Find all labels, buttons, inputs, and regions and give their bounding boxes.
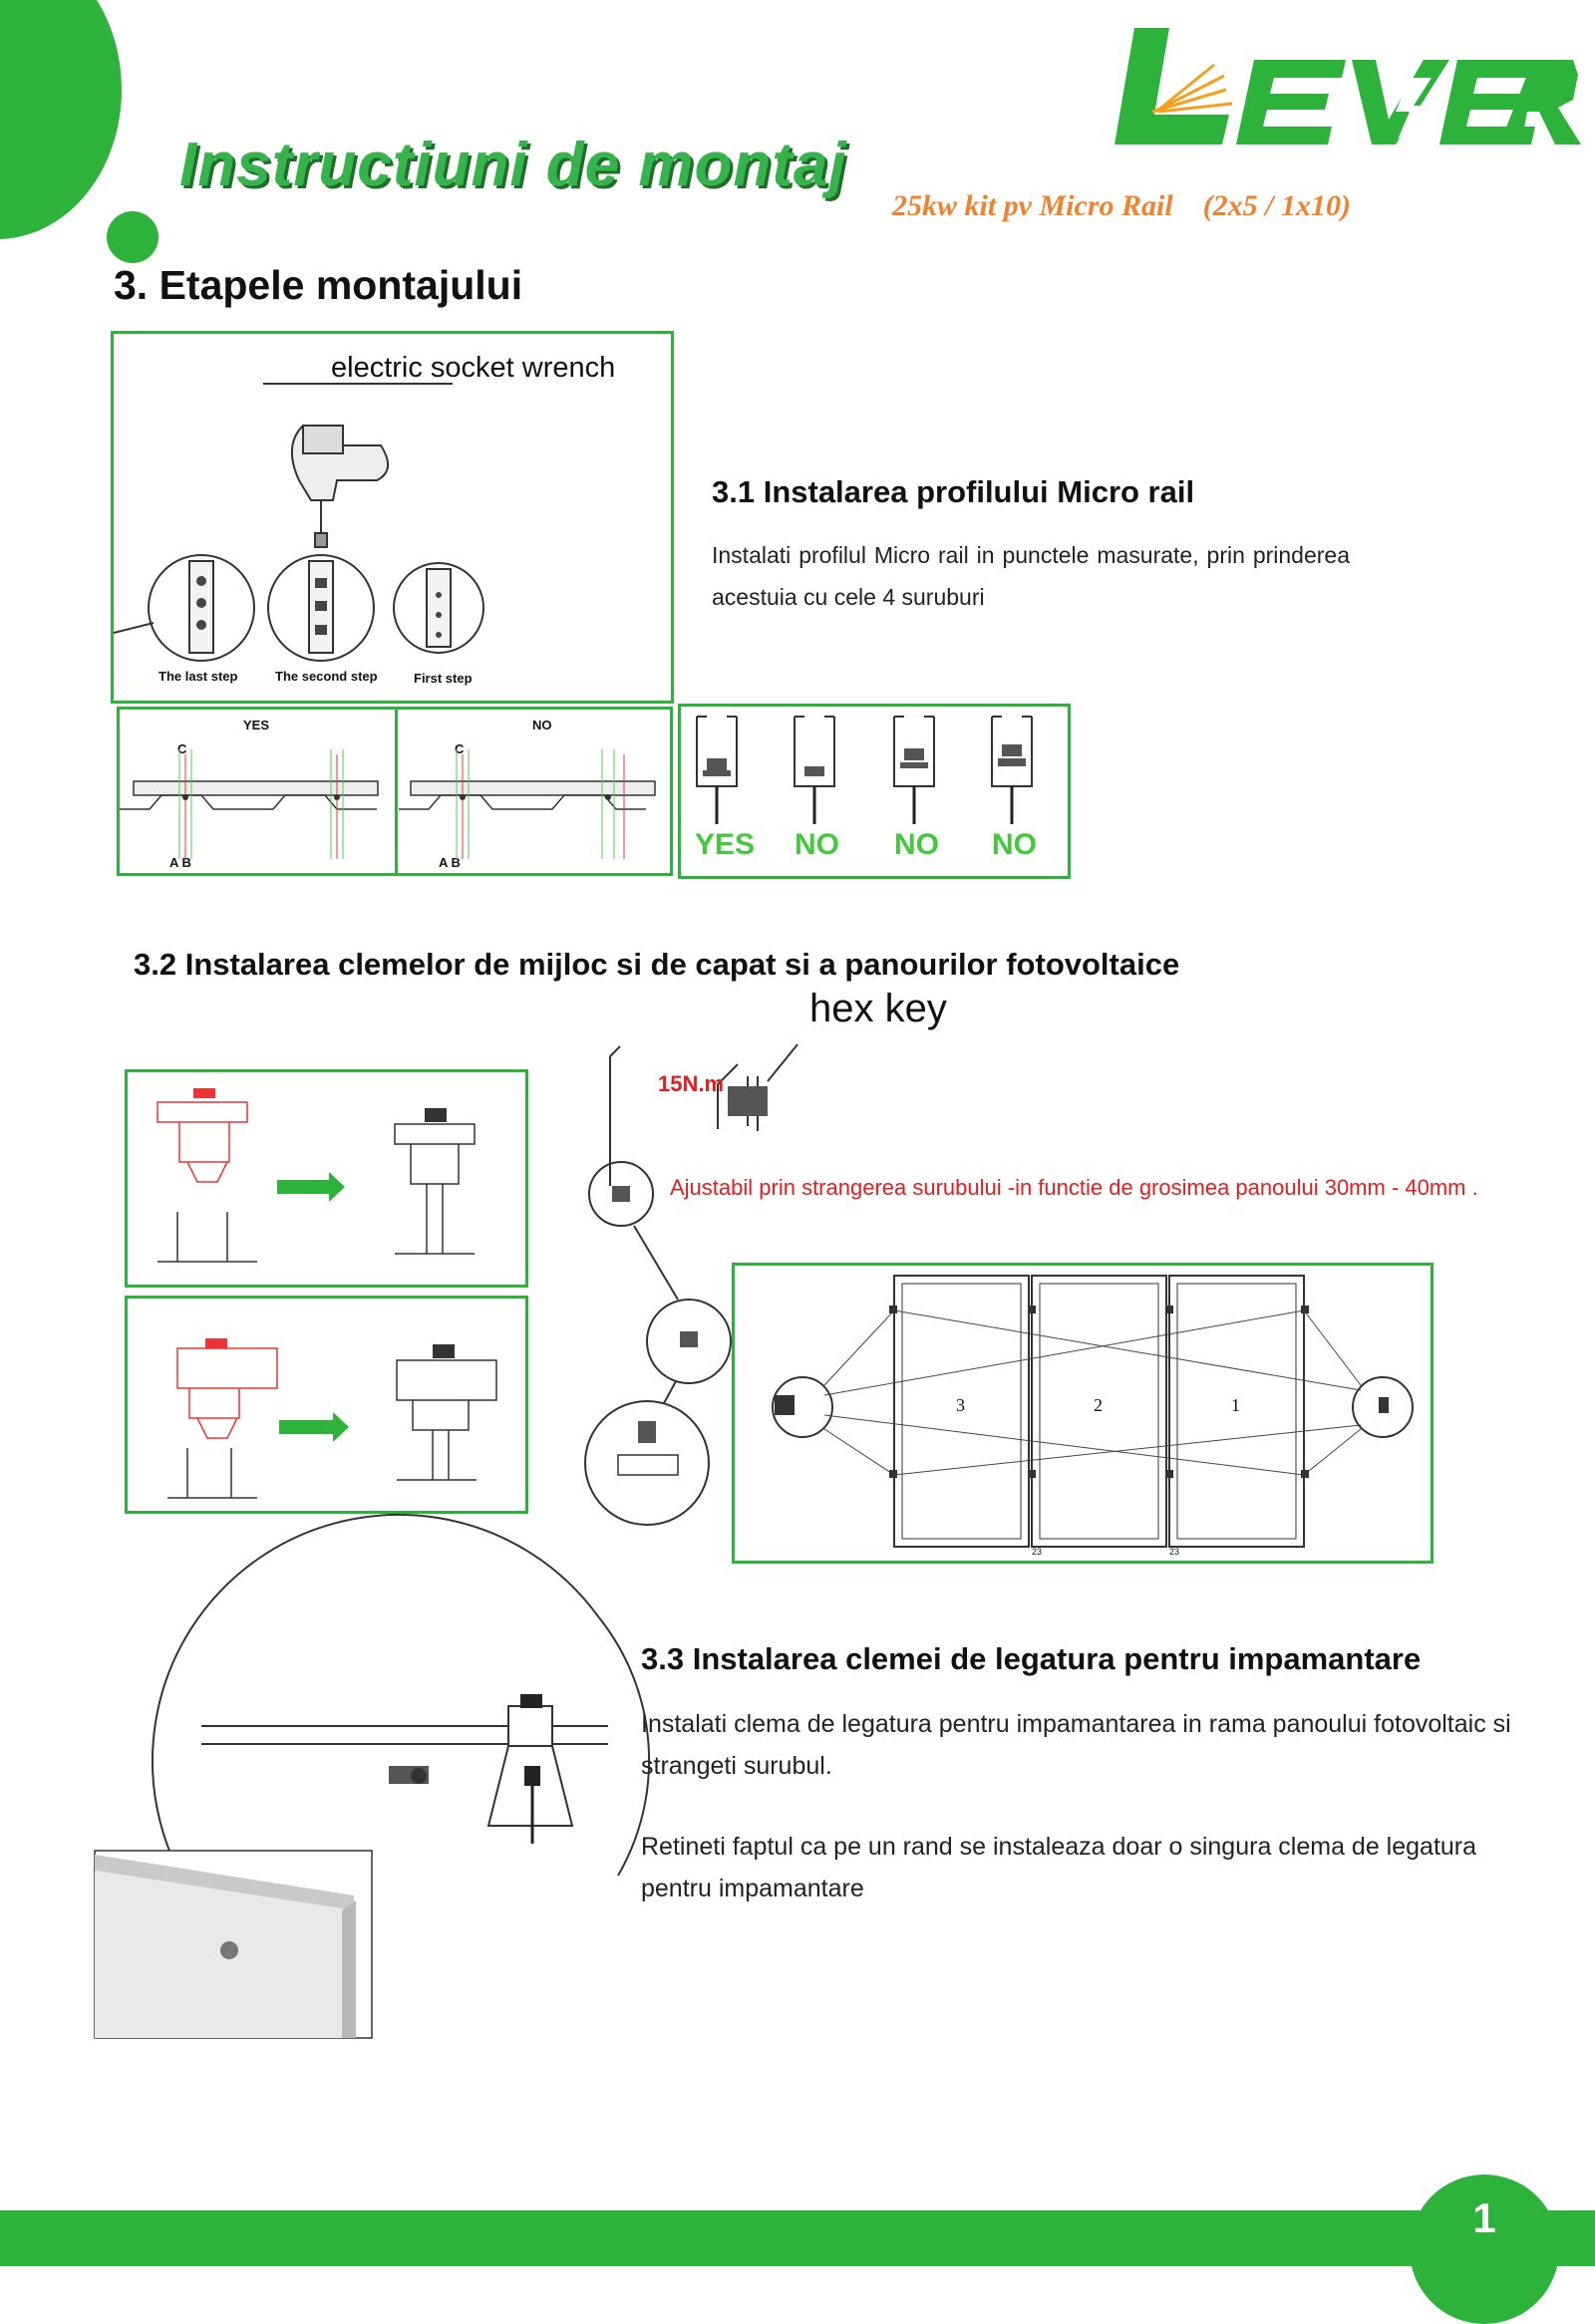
point-c-no: C	[455, 741, 465, 756]
hex-key-label: hex key	[809, 987, 947, 1030]
step-3-1-text: Instalati profilul Micro rail in punctele masurate, prin prinderea acestuia cu cele 4 suruburi	[712, 542, 1350, 610]
lever-logo	[1115, 20, 1573, 149]
step-3-3-heading: 3.3 Instalarea clemei de legatura pentru impamantare	[641, 1641, 1422, 1676]
dim-label-2: 23	[1169, 1547, 1180, 1557]
socket-wrench-drawing	[114, 334, 677, 707]
panel-layout-drawing	[735, 1266, 1436, 1567]
step-label-first: First step	[414, 671, 473, 686]
dim-label-1: 23	[1032, 1547, 1043, 1557]
document-subtitle: 25kw kit pv Micro Rail (2x5 / 1x10)	[892, 189, 1351, 222]
point-c-yes: C	[177, 741, 187, 756]
logo-text: LEVER	[1339, 20, 1343, 21]
points-ab-no: A B	[439, 855, 461, 870]
no-label: NO	[532, 718, 552, 732]
page-number: 1	[1472, 2194, 1496, 2241]
torque-value: 15N.m	[658, 1071, 725, 1096]
middle-clamp-figure	[125, 1069, 528, 1288]
panel-frame-photo	[95, 1851, 374, 2040]
rail-position-figure	[117, 707, 673, 876]
yes-label: YES	[243, 718, 270, 732]
panel-number-1: 1	[1231, 1395, 1240, 1415]
screw-check-1: YES	[695, 828, 756, 861]
panel-layout-figure	[732, 1263, 1434, 1564]
tool-label: electric socket wrench	[331, 352, 616, 384]
step-3-3-text-2: Retineti faptul ca pe un rand se instaleaza doar o singura clema de legatura pentru impamantare	[641, 1833, 1477, 1902]
decorative-green-dot	[107, 211, 159, 263]
end-clamp-drawing	[128, 1299, 531, 1517]
panel-number-3: 3	[956, 1395, 965, 1415]
screw-check-4: NO	[992, 828, 1037, 861]
step-label-last: The last step	[159, 669, 238, 684]
wrench-steps-figure	[111, 331, 674, 704]
step-3-3-text-1: Instalati clema de legatura pentru impamantarea in rama panoului fotovoltaic si strangeti surubul.	[641, 1710, 1511, 1780]
adjustment-note: Ajustabil prin strangerea surubului -in functie de grosimea panoului 30mm - 40mm .	[670, 1175, 1478, 1200]
step-3-1-heading: 3.1 Instalarea profilului Micro rail	[712, 474, 1195, 509]
middle-clamp-drawing	[128, 1072, 531, 1291]
panel-number-2: 2	[1094, 1395, 1103, 1415]
decorative-green-circle	[0, 0, 122, 239]
rail-section-drawing	[120, 710, 676, 879]
screw-check-2: NO	[795, 828, 839, 861]
step-3-2-heading: 3.2 Instalarea clemelor de mijloc si de capat si a panourilor fotovoltaice	[134, 947, 1180, 982]
section-heading: 3. Etapele montajului	[114, 262, 523, 308]
points-ab-yes: A B	[169, 855, 191, 870]
end-clamp-figure	[125, 1296, 528, 1514]
footer-bar	[0, 2210, 1595, 2266]
page-title: Instructiuni de montaj	[179, 131, 847, 199]
step-label-second: The second step	[275, 669, 378, 684]
screw-check-3: NO	[894, 828, 939, 861]
screw-checks-figure	[678, 704, 1071, 879]
